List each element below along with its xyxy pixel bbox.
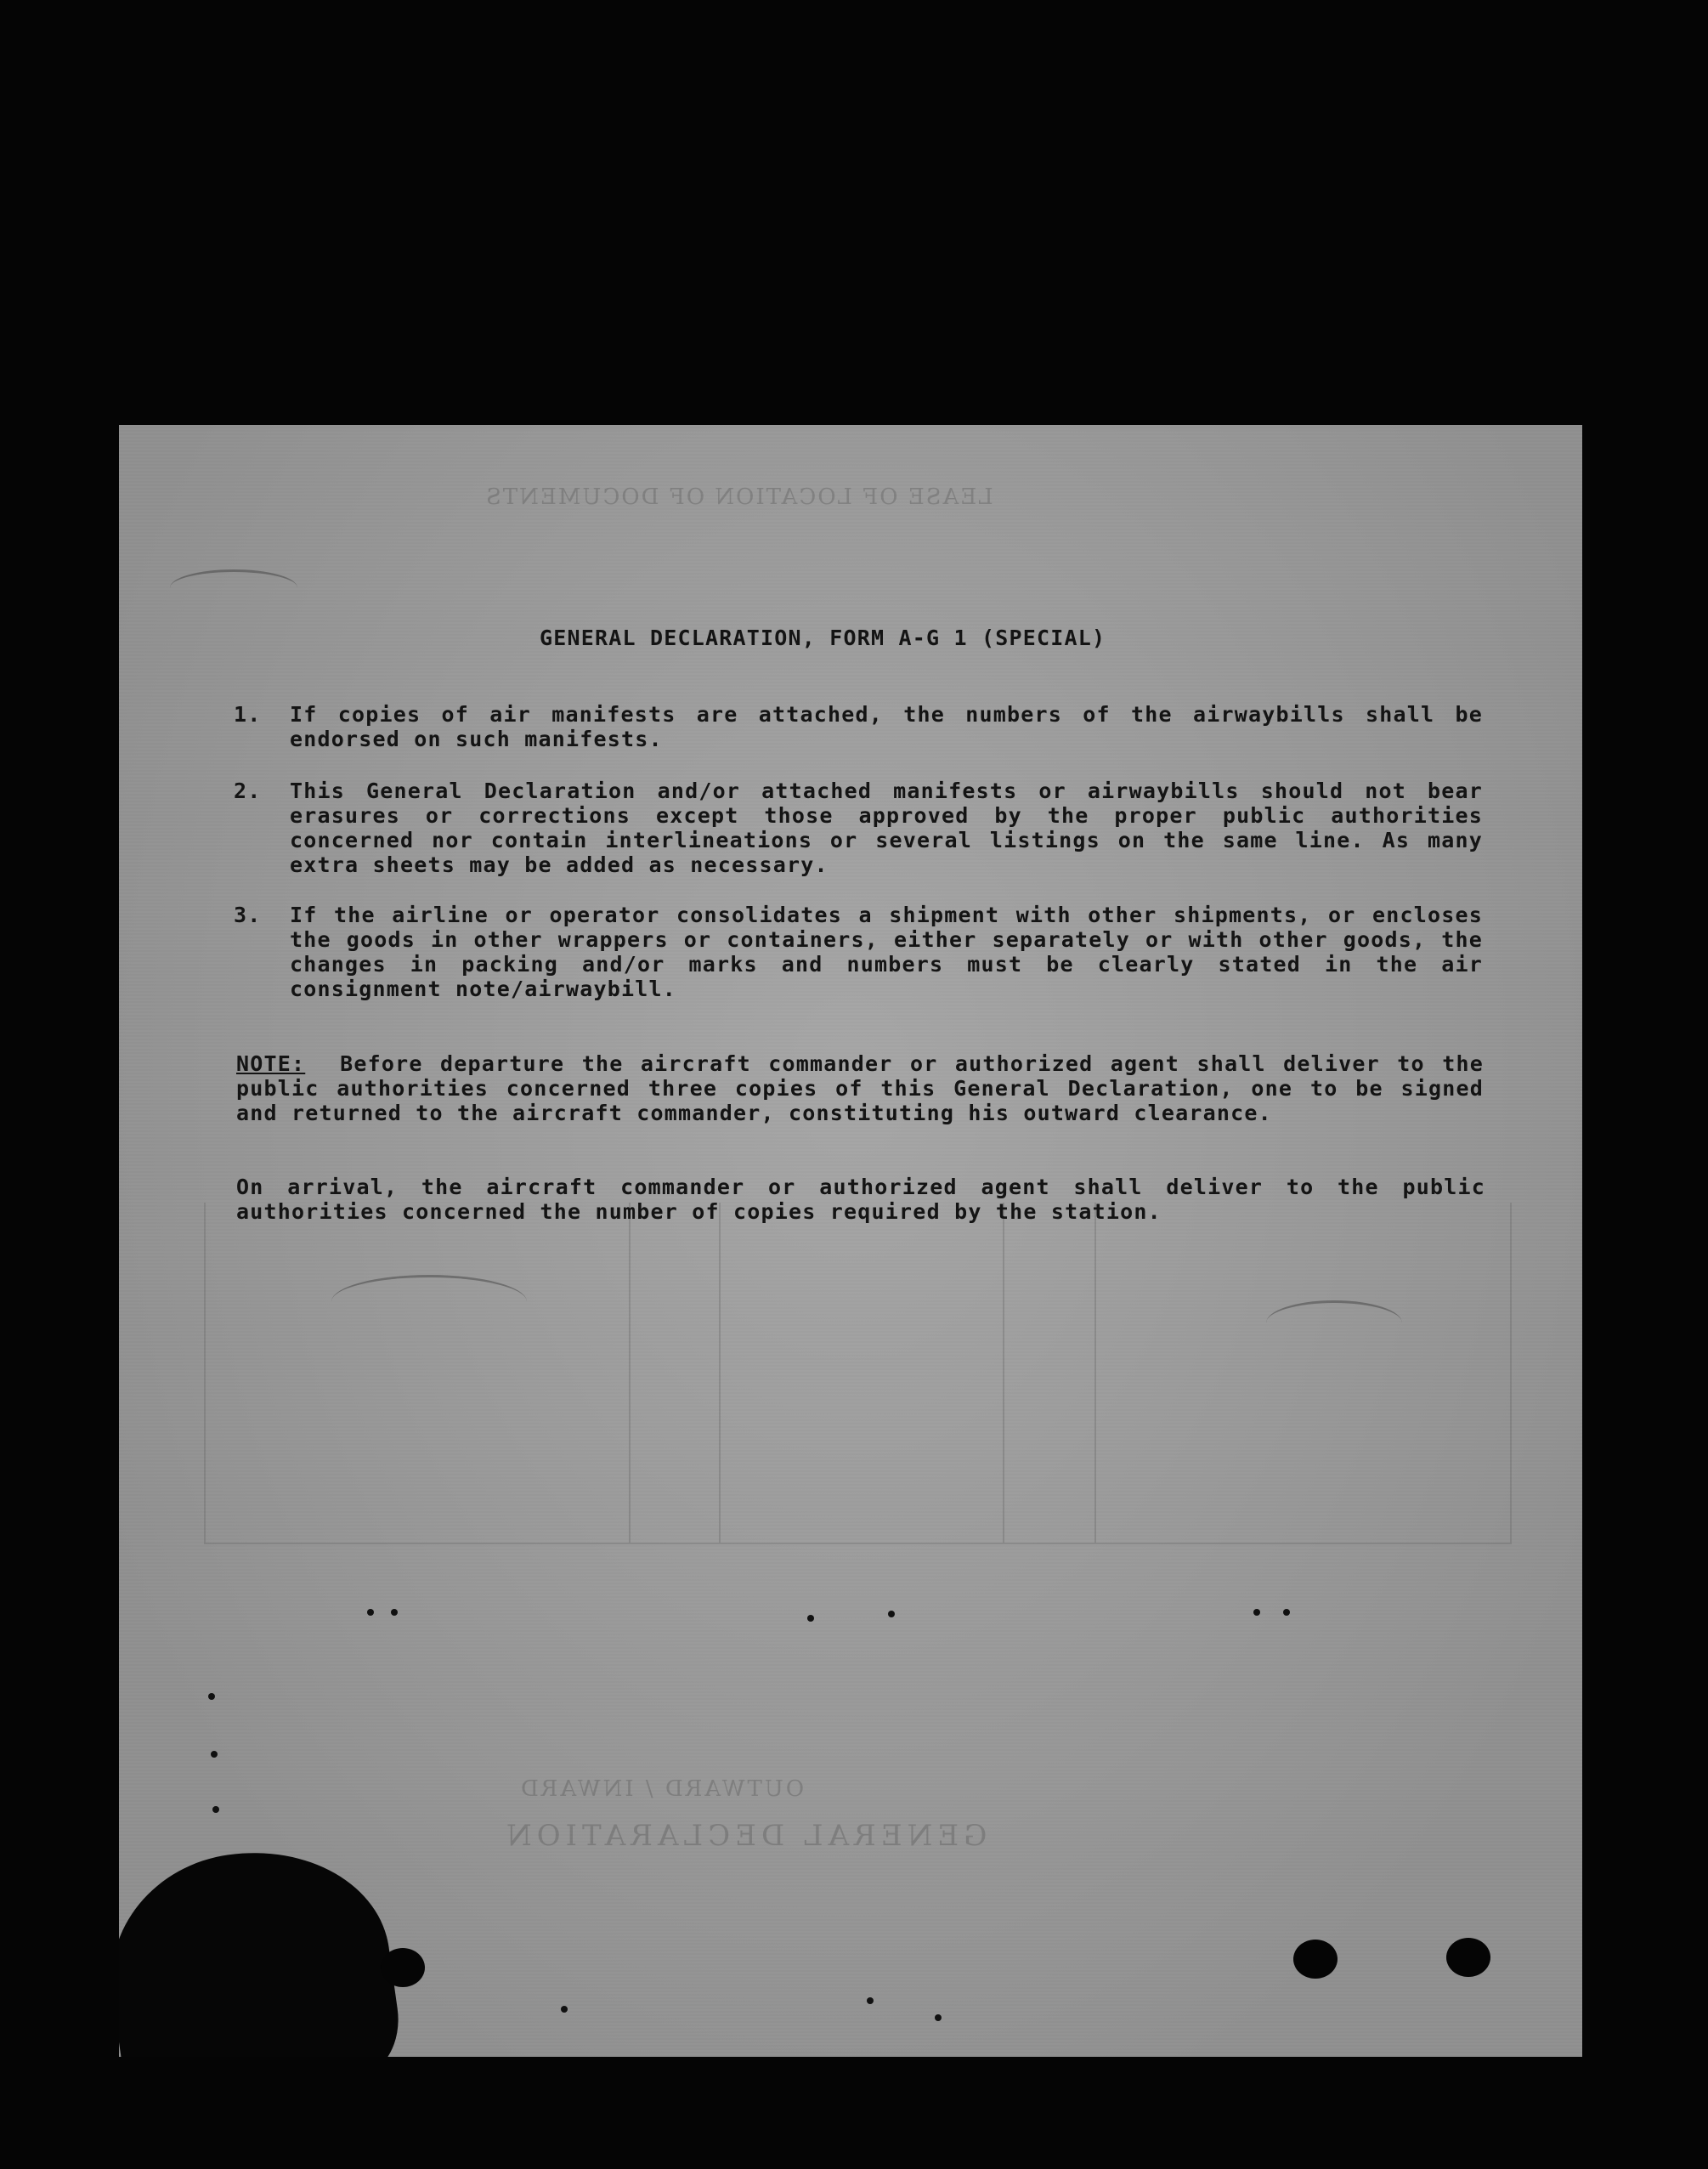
note-label: NOTE:: [236, 1051, 306, 1076]
dark-stain: [119, 1834, 406, 2057]
handwriting-mark: [1266, 1300, 1402, 1345]
document-sheet: [119, 425, 1582, 2057]
speck: [807, 1615, 814, 1622]
instruction-item: [234, 779, 1483, 877]
speck: [367, 1609, 374, 1616]
handwriting-mark: [331, 1275, 527, 1328]
item-text: This General Declaration and/or attached manifests or airwaybills should not bear erasures or corrections except those approved by the proper public authorities concerned nor contain interlineations or several listings on the same line. As many extra sheets may be added as necessary.: [290, 779, 1483, 877]
bleed-through-text: GENERAL DECLARATION: [501, 1819, 987, 1853]
instruction-item: [234, 903, 1483, 1001]
bleed-through-rule: [1003, 1203, 1004, 1543]
speck: [561, 2006, 568, 2013]
speck: [391, 1609, 398, 1616]
arrival-paragraph: On arrival, the aircraft commander or authorized agent shall deliver to the public authorities concerned the number of copies required by the station.: [236, 1175, 1485, 1224]
item-text: If the airline or operator consolidates a shipment with other shipments, or encloses the goods in other wrappers or containers, either separately or with other goods, the changes in packing and/or marks and numbers must be clearly stated in the air consignment note/airwaybill.: [290, 903, 1483, 1001]
bleed-through-table: [204, 1203, 1512, 1544]
form-title: GENERAL DECLARATION, FORM A-G 1 (SPECIAL): [540, 626, 1106, 650]
bleed-through-rule: [1094, 1203, 1096, 1543]
speck: [867, 1997, 874, 2004]
speck: [935, 2014, 942, 2021]
item-text: If copies of air manifests are attached, the numbers of the airwaybills shall be endorsed on such manifests.: [290, 702, 1483, 751]
bleed-through-rule: [719, 1203, 721, 1543]
item-number: 3.: [234, 903, 262, 927]
bleed-through-text: OUTWARD / INWARD: [518, 1776, 805, 1802]
punch-hole: [1293, 1940, 1338, 1979]
handwriting-mark: [170, 569, 297, 606]
item-number: 2.: [234, 779, 262, 803]
bleed-through-rule: [629, 1203, 631, 1543]
instruction-item: [234, 702, 1483, 751]
bleed-through-text: LEASE OF LOCATION OF DOCUMENTS: [484, 484, 993, 510]
punch-hole: [381, 1948, 425, 1987]
punch-hole: [1446, 1938, 1490, 1977]
item-number: 1.: [234, 702, 262, 727]
speck: [208, 1693, 215, 1700]
note-text: Before departure the aircraft commander or authorized agent shall deliver to the public authorities concerned three copies of this General Declaration, one to be signed and returned to the aircraft commander, constituting his outward clearance.: [236, 1051, 1484, 1125]
speck: [1283, 1609, 1290, 1616]
note-paragraph: [236, 1051, 1484, 1125]
speck: [1253, 1609, 1260, 1616]
speck: [212, 1806, 219, 1813]
speck: [211, 1751, 218, 1758]
speck: [888, 1611, 895, 1617]
